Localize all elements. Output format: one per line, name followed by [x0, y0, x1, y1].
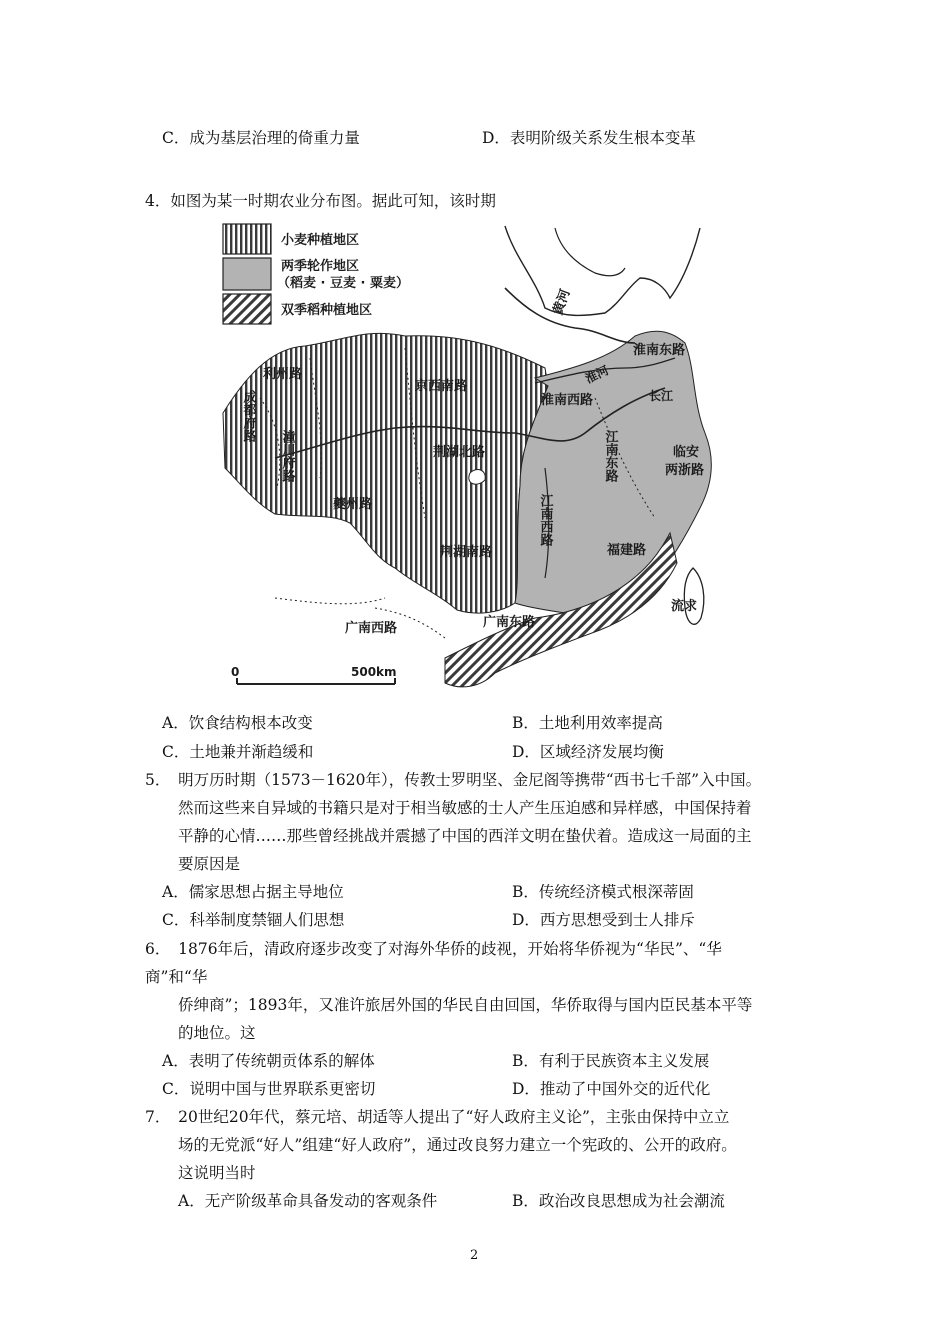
label-guangnan-dong: 广南东路	[483, 615, 536, 630]
label-liangzhe: 两浙路	[665, 463, 705, 478]
q4-option-b: B．土地利用效率提高	[512, 714, 663, 732]
q5-line-2: 然而这些来自异域的书籍只是对于相当敏感的士人产生压迫感和异样感，中国保持着	[178, 799, 752, 817]
scale-distance: 500km	[351, 665, 397, 679]
label-lizhou: 利州路	[263, 367, 303, 382]
q6-line-2: 商”和“华	[145, 968, 208, 986]
agriculture-map	[215, 218, 721, 692]
label-huainan-dong: 淮南东路	[633, 343, 686, 358]
q4-stem: 4．如图为某一时期农业分布图。据此可知，该时期	[145, 192, 496, 210]
label-tongchuan: 潼川府路	[279, 430, 295, 482]
q5-line-3: 平静的心情……那些曾经挑战并震撼了中国的西洋文明在蛰伏着。造成这一局面的主	[178, 827, 752, 845]
q3-option-d: D．表明阶级关系发生根本变革	[482, 129, 696, 147]
label-huaihe: 淮河	[583, 363, 611, 387]
label-jiangnan-xi: 江南西路	[537, 494, 553, 546]
q6-option-b: B．有利于民族资本主义发展	[512, 1052, 710, 1070]
q5-line-1: 5． 明万历时期（1573－1620年），传教士罗明坚、金尼阁等携带“西书七千部”入中国。	[145, 771, 762, 789]
legend-two-crop-label: 两季轮作地区	[281, 259, 360, 274]
label-fujian: 福建路	[607, 543, 647, 558]
label-liuqiu: 流求	[671, 599, 698, 614]
q6-line-4: 的地位。这	[178, 1024, 256, 1042]
legend-wheat-swatch	[223, 224, 271, 254]
q4-option-c: C．土地兼并渐趋缓和	[162, 743, 314, 761]
q7-option-a: A．无产阶级革命具备发动的客观条件	[178, 1192, 438, 1210]
q6-line-3: 侨绅商”；1893年，又准许旅居外国的华民自由回国，华侨取得与国内臣民基本平等	[178, 996, 753, 1014]
label-jiangnan-dong: 江南东路	[602, 430, 618, 482]
label-huanghe: 黄河	[550, 287, 574, 318]
q5-option-c: C．科举制度禁锢人们思想	[162, 911, 345, 929]
scale-zero: 0	[231, 665, 240, 679]
label-changjiang: 长江	[649, 389, 674, 403]
q6-option-c: C．说明中国与世界联系更密切	[162, 1080, 376, 1098]
q7-option-b: B．政治改良思想成为社会潮流	[512, 1192, 725, 1210]
q6-option-a: A．表明了传统朝贡体系的解体	[162, 1052, 375, 1070]
q7-line-1: 7． 20世纪20年代，蔡元培、胡适等人提出了“好人政府主义论”，主张由保持中立立	[145, 1108, 730, 1126]
label-jinghu-bei: 荆湖北路	[433, 445, 486, 460]
label-huainan-xi: 淮南西路	[541, 393, 594, 408]
legend-double-rice-label: 双季稻种植地区	[281, 303, 373, 318]
q5-option-a: A．儒家思想占据主导地位	[162, 883, 344, 901]
legend-double-rice-swatch	[223, 294, 271, 324]
page-number: 2	[470, 1248, 479, 1263]
q7-line-2: 场的无党派“好人”组建“好人政府”，通过改良努力建立一个宪政的、公开的政府。	[178, 1136, 737, 1154]
q5-option-b: B．传统经济模式根深蒂固	[512, 883, 694, 901]
label-lin-an: 临安	[673, 445, 700, 460]
legend-two-crop-swatch	[223, 258, 271, 290]
q4-option-d: D．区域经济发展均衡	[512, 743, 664, 761]
q5-option-d: D．西方思想受到士人排斥	[512, 911, 695, 929]
q7-line-3: 这说明当时	[178, 1164, 256, 1182]
q6-option-d: D．推动了中国外交的近代化	[512, 1080, 711, 1098]
label-kuizhou: 夔州路	[333, 497, 373, 512]
legend-two-crop-sub: （稻麦 · 豆麦 · 粟麦）	[277, 276, 409, 291]
label-chengdu: 成都府路	[240, 390, 256, 442]
q5-line-4: 要原因是	[178, 855, 241, 873]
q4-option-a: A．饮食结构根本改变	[162, 714, 313, 732]
label-jinghu-nan: 荆湖南路	[440, 545, 493, 560]
q6-line-1: 6． 1876年后，清政府逐步改变了对海外华侨的歧视，开始将华侨视为“华民”、“华	[145, 940, 722, 958]
q3-option-c: C．成为基层治理的倚重力量	[162, 129, 360, 147]
legend-wheat-label: 小麦种植地区	[281, 233, 360, 248]
label-guangnan-xi: 广南西路	[345, 621, 398, 636]
label-jingxi-nan: 京西南路	[415, 379, 468, 394]
